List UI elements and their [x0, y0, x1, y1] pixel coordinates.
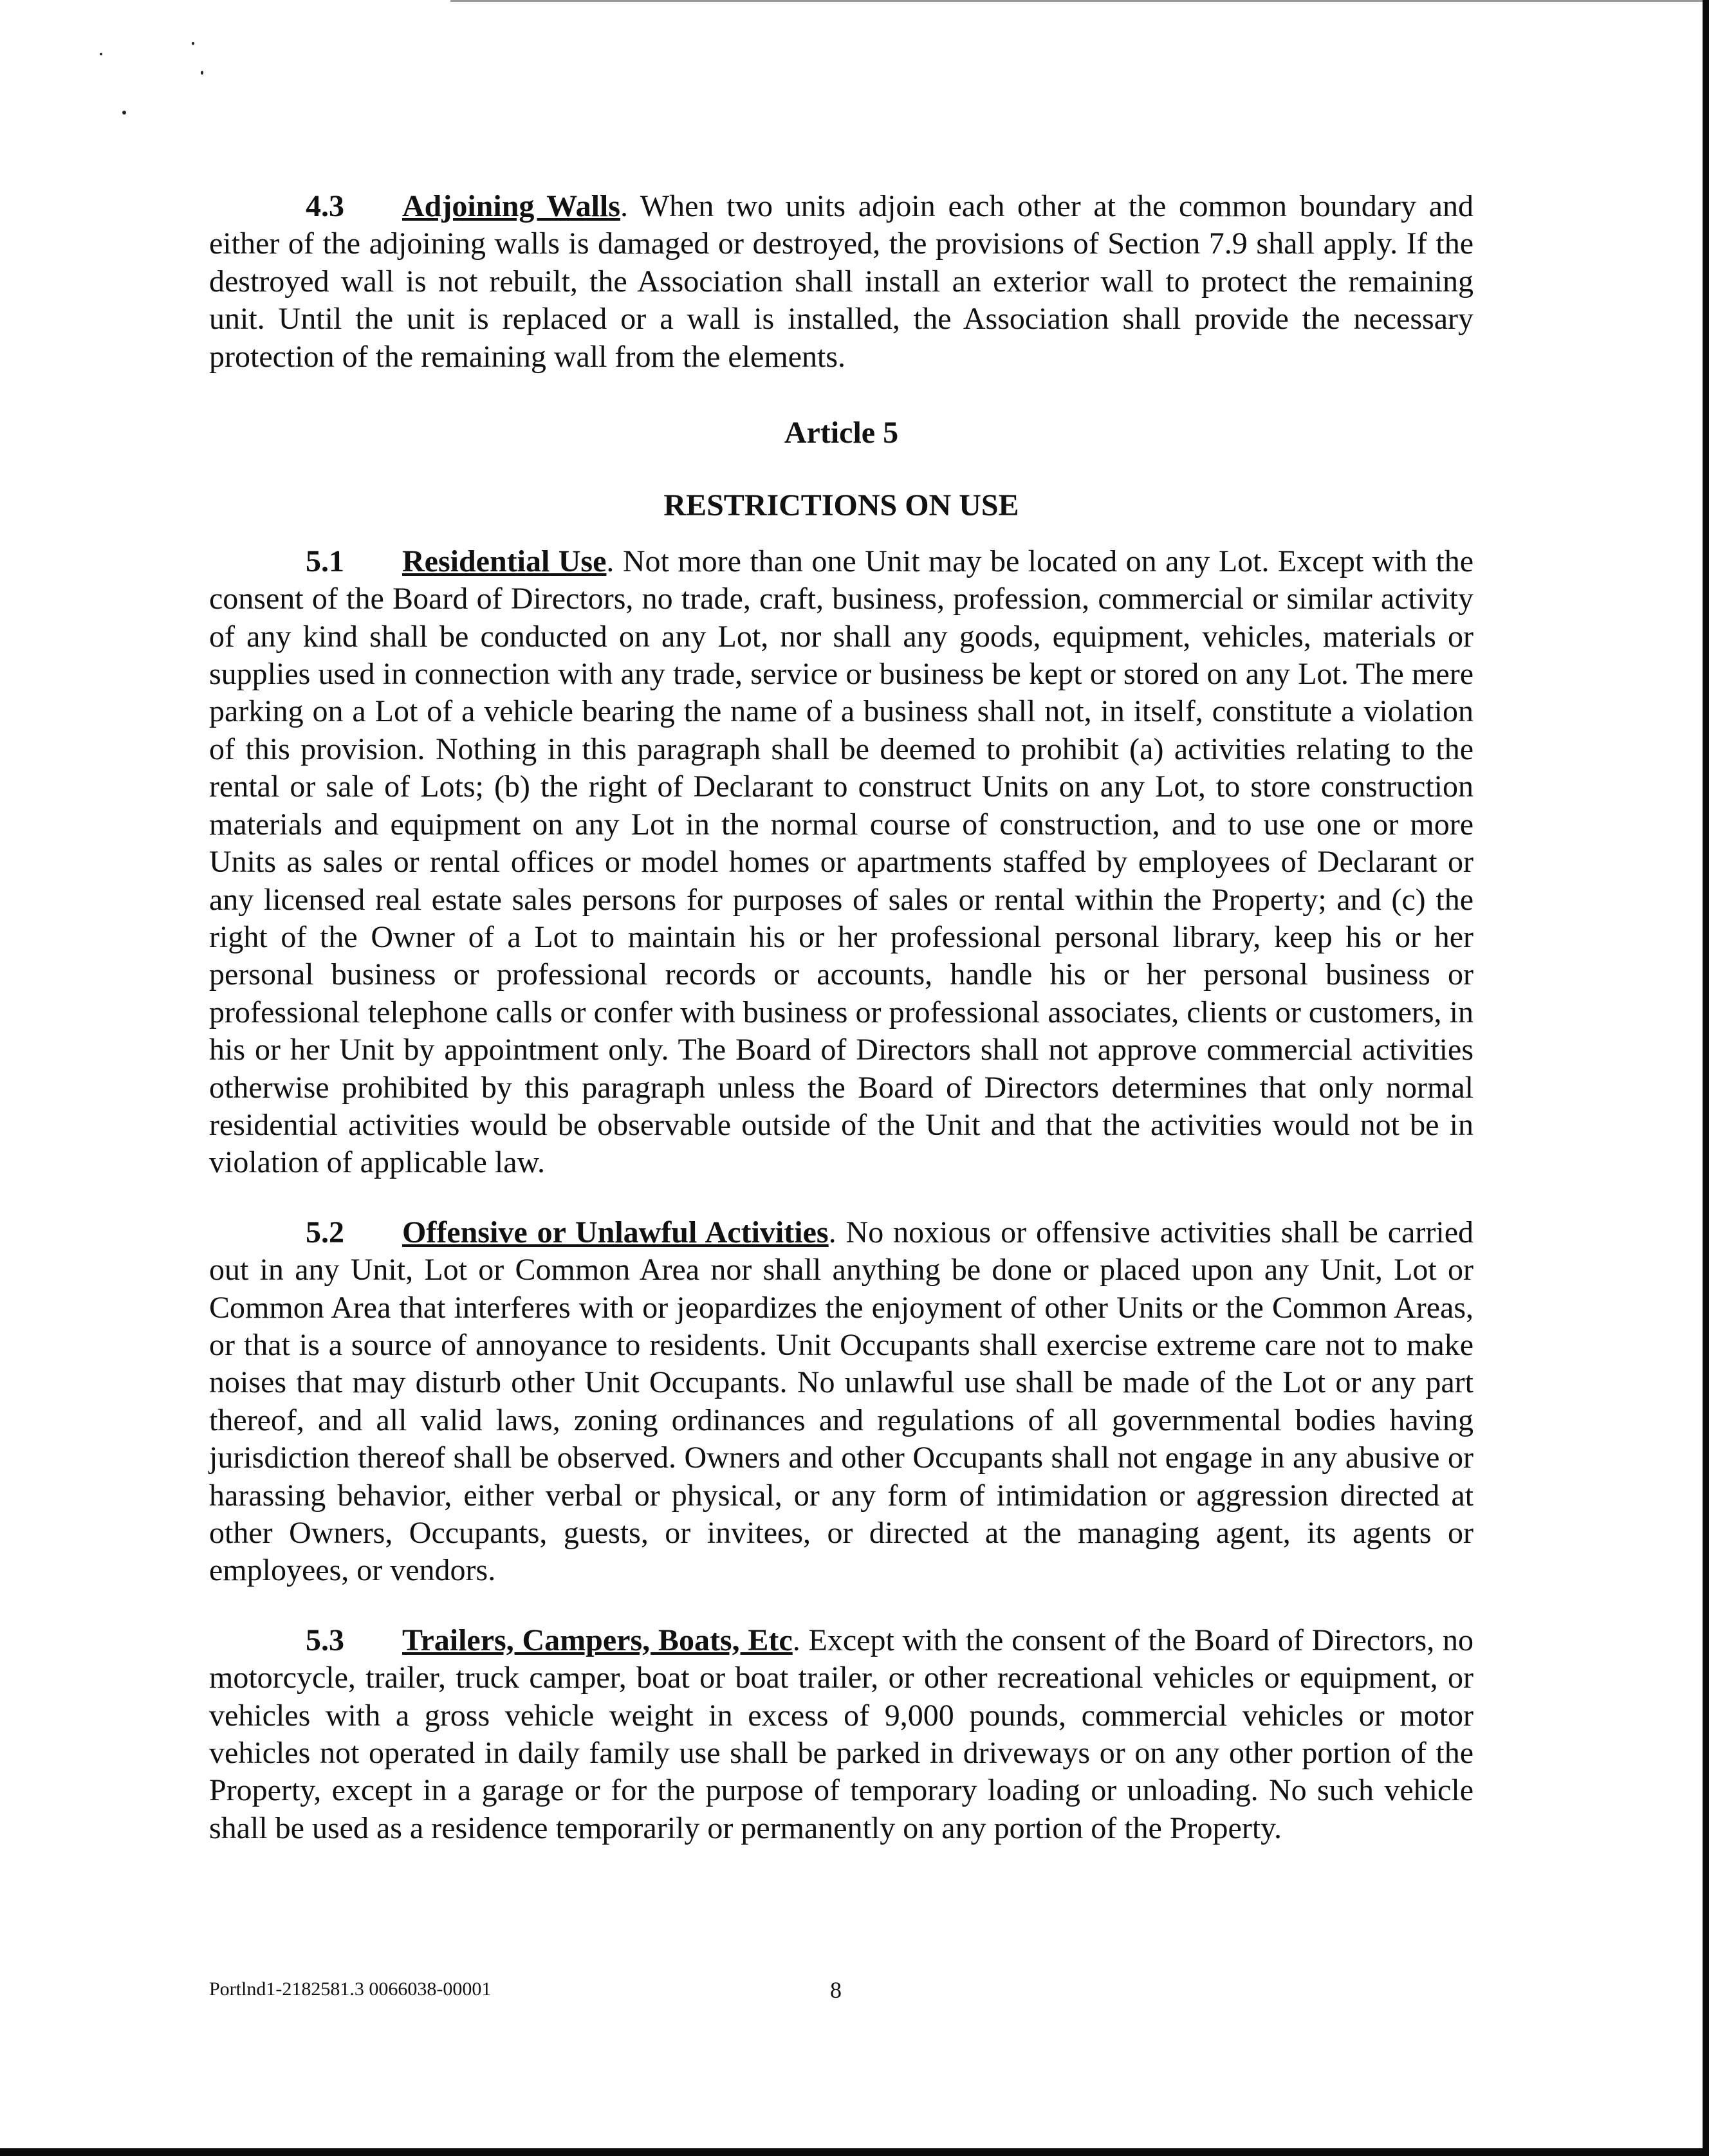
section-body: . Except with the consent of the Board of Directors, no motorcycle, trailer, truck camper, boat or boat trailer, or other recreational vehicles or equipment, or vehicles with a gross vehicle weight in excess of 9,000 pounds, commercial vehicles or motor vehicles not operated in daily family use shall be parked in driveways or on any other portion of the Property, except in a garage or for the purpose of temporary loading or unloading. No such vehicle shall be used as a residence temporarily or permanently on any portion of the Property.: [209, 1623, 1474, 1845]
footer-doc-id: Portlnd1-2182581.3 0066038-00001: [209, 1978, 492, 2000]
scan-edge-bottom: [0, 2148, 1709, 2156]
section-number: 5.1: [306, 544, 344, 578]
section-heading: Residential Use: [402, 544, 607, 578]
section-body: . No noxious or offensive activities shall be carried out in any Unit, Lot or Common Area nor shall anything be done or placed upon any Unit, Lot or Common Area that interferes with or jeopardizes the enjoyment of other Units or the Common Areas, or that is a source of annoyance to residents. Unit Occupants shall exercise extreme care not to make noises that may disturb other Unit Occupants. No unlawful use shall be made of the Lot or any part thereof, and all valid laws, zoning ordinances and regulations of all governmental bodies having jurisdiction thereof shall be observed. Owners and other Occupants shall not engage in any abusive or harassing behavior, either verbal or physical, or any form of intimidation or aggression directed at other Owners, Occupants, guests, or invitees, or directed at the managing agent, its agents or employees, or vendors.: [209, 1215, 1474, 1588]
scan-speck: [100, 53, 102, 55]
scan-speck: [122, 111, 126, 115]
footer-page-number: 8: [830, 1977, 842, 2003]
scan-speck: [192, 42, 194, 45]
document-page: [209, 188, 1473, 1847]
section-heading: Offensive or Unlawful Activities: [402, 1215, 829, 1249]
section-body: . When two units adjoin each other at the common boundary and either of the adjoining walls is damaged or destroyed, the provisions of Section 7.9 shall apply. If the destroyed wall is not rebuilt, the Association shall install an exterior wall to protect the remaining unit. Until the unit is replaced or a wall is installed, the Association shall provide the necessary protection of the remaining wall from the elements.: [209, 189, 1473, 374]
scan-edge-right: [1703, 0, 1709, 2156]
article-label: Article 5: [784, 416, 899, 450]
scan-speck: [201, 71, 203, 75]
section-heading: Adjoining Walls: [402, 189, 620, 223]
section-5-3: [209, 1622, 1473, 1847]
article-title: RESTRICTIONS ON USE: [663, 488, 1019, 523]
section-4-3: [209, 188, 1473, 376]
section-heading: Trailers, Campers, Boats, Etc: [402, 1623, 793, 1657]
section-number: 5.2: [306, 1215, 344, 1249]
section-number: 5.3: [306, 1623, 344, 1657]
section-number: 4.3: [306, 189, 344, 223]
section-5-2: [209, 1214, 1473, 1590]
section-body: . Not more than one Unit may be located on any Lot. Except with the consent of the Board of Directors, no trade, craft, business, profession, commercial or similar activity of any kind shall be conducted on any Lot, nor shall any goods, equipment, vehicles, materials or supplies used in connection with any trade, service or business be kept or stored on any Lot. The mere parking on a Lot of a vehicle bearing the name of a business shall not, in itself, constitute a violation of this provision. Nothing in this paragraph shall be deemed to prohibit (a) activities relating to the rental or sale of Lots; (b) the right of Declarant to construct Units on any Lot, to store construction materials and equipment on any Lot in the normal course of construction, and to use one or more Units as sales or rental offices or model homes or apartments staffed by employees of Declarant or any licensed real estate sales persons for purposes of sales or rental within the Property; and (c) the right of the Owner of a Lot to maintain his or her professional personal library, keep his or her personal business or professional records or accounts, handle his or her personal business or professional telephone calls or confer with business or professional associates, clients or customers, in his or her Unit by appointment only. The Board of Directors shall not approve commercial activities otherwise prohibited by this paragraph unless the Board of Directors determines that only normal residential activities would be observable outside of the Unit and that the activities would not be in violation of applicable law.: [209, 544, 1474, 1180]
scan-edge-top: [450, 0, 1709, 2]
section-5-1: [209, 543, 1473, 1182]
